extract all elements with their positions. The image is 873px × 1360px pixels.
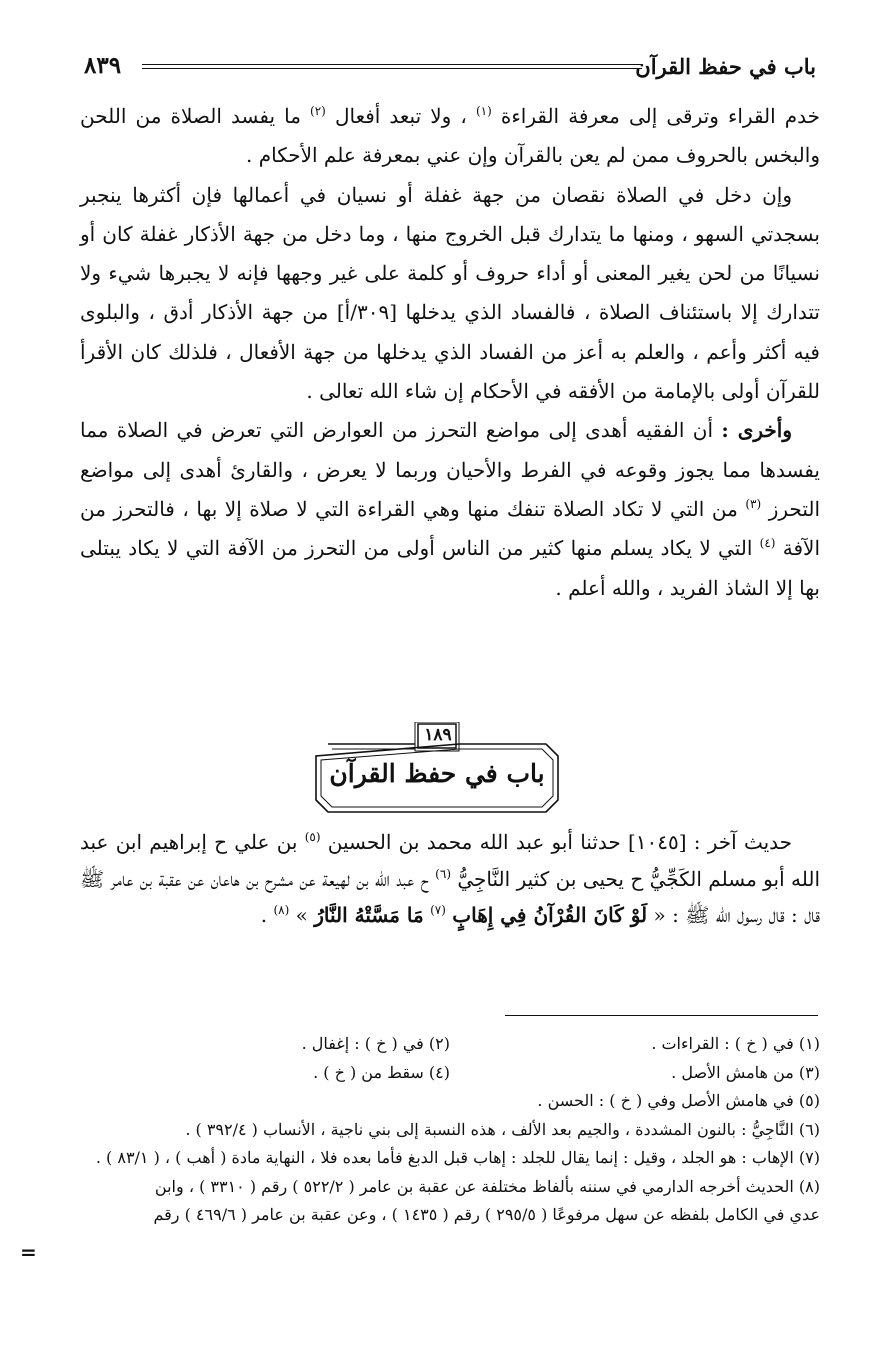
p1-text-a: خدم القراء وترقى إلى معرفة القراءة xyxy=(500,104,821,128)
hadith-text-1: حديث آخر : [١٠٤٥] حدثنا أبو عبد الله محمد بن الحسين xyxy=(327,830,793,854)
footnote-ref-7: (٧) xyxy=(430,903,446,917)
section-number: ١٨٩ xyxy=(424,725,452,745)
footnote-6: (٦) النَّاجِيُّ : بالنون المشددة ، والجيم بعد الألف ، هذه النسبة إلى بني ناجية ، الأنساب ( ٣٩٢/٤ ) . xyxy=(185,1119,820,1139)
p3-text-a: أن الفقيه أهدى إلى مواضع التحرز من العوارض التي تعرض في الصلاة مما يفسدها مما يجوز وقوعه في الفرط والأحيان وربما لا يعرض ، والقارئ أهدى إلى مواضع التحرز xyxy=(80,418,821,521)
page-number: ٨٣٩ xyxy=(84,52,122,79)
footnote-8-line-1: (٨) الحديث أخرجه الدارمي في سننه بألفاظ مختلفة عن عقبة بن عامر ( ٥٢٢/٢ ) رقم ( ٣٣١٠ ) ، وابن xyxy=(154,1176,820,1196)
paragraph-1 xyxy=(80,97,820,176)
footnote-ref-2: (٢) xyxy=(310,104,326,118)
footnote-row-1 xyxy=(80,1030,820,1059)
section-title: باب في حفظ القرآن xyxy=(329,759,545,788)
footnote-7: (٧) الإهاب : هو الجلد ، وقيل : إنما يقال للجلد : إهاب قبل الدبغ فأما بعده فلا ، النهاية مادة ( أهب ) ، ( ٨٣/١ ) . xyxy=(95,1148,820,1167)
hadith-text-5: . xyxy=(260,903,268,927)
p1-text-c: ما يفسد الصلاة من اللحن والبخس بالحروف ممن لم يعن بالقرآن وإن عني بمعرفة علم الأحكام . xyxy=(80,104,820,168)
footnote-1: (١) في ( خ ) : القراءات . xyxy=(651,1034,820,1053)
prophetic-quote-b: مَا مَسَّتْهُ النَّارُ xyxy=(314,903,424,927)
paragraph-2 xyxy=(80,176,820,412)
hadith-text-2: بن علي ح إبراهيم ابن عبد الله أبو مسلم الكَجِّيُّ ح يحيى بن كثير النَّاجِيُّ xyxy=(80,830,821,891)
footnotes xyxy=(80,1030,820,1230)
footnote-ref-5: (٥) xyxy=(304,830,321,844)
hadith-text-4: » xyxy=(295,903,308,927)
footnote-3: (٣) من هامش الأصل . xyxy=(671,1062,820,1082)
footnote-ref-6: (٦) xyxy=(435,866,451,881)
footnote-ref-8: (٨) xyxy=(273,903,290,917)
section-title-frame xyxy=(314,722,560,814)
footnote-2: (٢) في ( خ ) : إغفال . xyxy=(301,1034,450,1053)
header-double-rule xyxy=(142,64,642,69)
paragraph-3 xyxy=(80,411,820,607)
p3-lead: وأخرى : xyxy=(721,418,792,443)
footnote-ref-3: (٣) xyxy=(745,496,762,511)
main-text xyxy=(80,97,820,608)
footnote-ref-4: (٤) xyxy=(759,536,776,551)
footnote-4: (٤) سقط من ( خ ) . xyxy=(313,1062,450,1082)
prophetic-quote-a: لَوْ كَانَ القُرْآنُ فِي إِهَابٍ xyxy=(452,903,648,927)
p1-text-b: ، ولا تبعد أفعال xyxy=(334,104,467,128)
footnote-ref-1: (١) xyxy=(475,104,492,118)
footnote-8-line-2: عدي في الكامل بلفظه عن سهل مرفوعًا ( ٢٩٥/٥ ) رقم ( ١٤٣٥ ) ، وعن عقبة بن عامر ( ٤٦٩/٦ ) رقم xyxy=(153,1205,820,1224)
running-chapter-title: باب في حفظ القرآن xyxy=(635,54,816,79)
p3-text-c: التي لا يكاد يسلم منها كثير من الناس أولى من التحرز من الآفة التي لا يكاد يبتلى بها إلا الشاذ الفريد ، والله أعلم . xyxy=(80,536,820,600)
footnote-separator xyxy=(505,1015,818,1016)
hadith-text-3: ح عبد الله بن لهيعة عن مشرح بن هاعان عن عقبة بن عامر ﷺ قال : قال رسول الله ﷺ : « xyxy=(80,866,820,927)
hadith-text xyxy=(80,824,820,934)
footnote-5: (٥) في هامش الأصل وفي ( خ ) : الحسن . xyxy=(537,1091,820,1110)
running-header xyxy=(80,50,820,96)
p3-text-b: من التي لا تكاد الصلاة تنفك منها وهي القراءة التي لا صلاة إلا بها ، فالتحرز من الآفة xyxy=(80,496,820,561)
hadith-paragraph xyxy=(80,824,820,934)
continuation-mark: = xyxy=(20,1240,37,1264)
p2-text: وإن دخل في الصلاة نقصان من جهة غفلة أو نسيان في أعمالها فإن أكثرها ينجبر بسجدتي السهو ، ومنها ما يتدارك قبل الخروج منها ، وما دخل من جهة الأذكار غفلة كان أو نسيانًا من لحن يغير المعنى أو أداء حروف أو كلمة على غير وجهها فإنه لا يجبرها شيء ولا تتدارك إلا باستئناف الصلاة ، فالفساد الذي يدخلها [٣٠٩/أ] من جهة الأذكار أدق ، والبلوى فيه أكثر وأعم ، والعلم به أعز من الفساد الذي يدخلها من جهة الأفعال ، فلذلك كان الأقرأ للقرآن أولى بالإمامة من الأفقه في الأحكام إن شاء الله تعالى . xyxy=(80,182,821,404)
footnote-row-2 xyxy=(80,1059,820,1088)
